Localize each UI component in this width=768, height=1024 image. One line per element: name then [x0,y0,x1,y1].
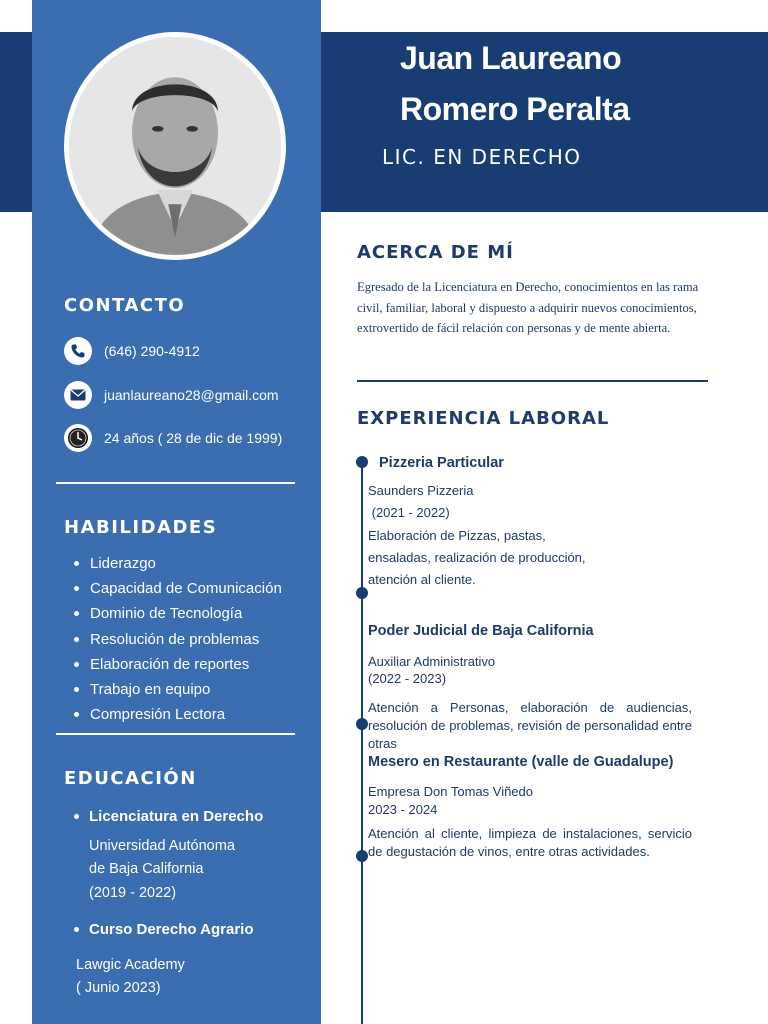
list-item: Resolución de problemas [74,627,282,652]
list-item: Compresión Lectora [74,702,282,727]
job-description: Atención al cliente, limpieza de instalaciones, servicio de degustación de vinos, entre otras actividades. [368,826,692,859]
portrait-image [69,37,281,255]
about-text: Egresado de la Licenciatura en Derecho, conocimientos en las rama civil, familiar, laboral y dispuesto a adquirir nuevos conocimientos, extrovertido de fácil relación con personas y de mente abierta. [357,280,699,335]
job-line: Saunders Pizzeria [368,483,474,498]
job-line: atención al cliente. [368,572,476,587]
list-item: Liderazgo [74,551,282,576]
experience-heading: EXPERIENCIA LABORAL [357,408,610,429]
profile-photo [64,32,286,260]
list-item: Dominio de Tecnología [74,601,282,626]
job-title: Pizzeria Particular [379,455,504,471]
clock-icon [64,424,92,452]
timeline-dot [356,718,368,730]
about-heading: ACERCA DE MÍ [357,242,514,263]
contact-age [64,424,282,452]
education-heading: EDUCACIÓN [64,768,197,789]
divider [56,733,295,735]
job-line: (2021 - 2022) [368,505,450,520]
job-title: Poder Judicial de Baja California [368,623,594,639]
envelope-icon [64,381,92,409]
timeline-line [361,462,363,1024]
list-item: Elaboración de reportes [74,652,282,677]
divider [357,380,708,382]
contact-phone [64,337,200,365]
job-line: (2022 - 2023) [368,671,447,686]
job-line: 2023 - 2024 [368,802,438,817]
email-address[interactable]: juanlaureano28@gmail.com [104,387,279,403]
education-title: Licenciatura en Derecho [74,808,263,825]
name-line-2: Romero Peralta [400,91,630,127]
job-line: Auxiliar Administrativo [368,654,496,669]
job-title: Mesero en Restaurante (valle de Guadalupe) [368,754,674,770]
phone-number[interactable]: (646) 290-4912 [104,343,200,359]
job-line: Elaboración de Pizzas, pastas, [368,528,546,543]
skills-list [74,551,282,727]
contact-heading: CONTACTO [64,295,186,316]
skills-heading: HABILIDADES [64,517,218,538]
list-item: Trabajo en equipo [74,677,282,702]
education-line: (2019 - 2022) [89,885,177,901]
job-line: Empresa Don Tomas Viñedo [368,784,534,799]
job-title: LIC. EN DERECHO [382,145,582,169]
timeline-dot [356,587,368,599]
timeline-dot [356,850,368,862]
timeline-dot [356,456,368,468]
education-line: ( Junio 2023) [76,980,161,996]
phone-icon [64,337,92,365]
age-birthdate: 24 años ( 28 de dic de 1999) [104,430,283,446]
divider [56,482,295,484]
list-item: Capacidad de Comunicación [74,576,282,601]
job-description: Atención a Personas, elaboración de audiencias, resolución de problemas, revisión de personalidad entre otras [368,700,692,751]
education-line: de Baja California [89,861,204,877]
education-line: Universidad Autónoma [89,838,235,854]
job-line: ensaladas, realización de producción, [368,550,586,565]
contact-email [64,381,279,409]
education-line: Lawgic Academy [76,957,185,973]
name-line-1: Juan Laureano [400,40,622,76]
education-title: Curso Derecho Agrario [74,921,253,938]
